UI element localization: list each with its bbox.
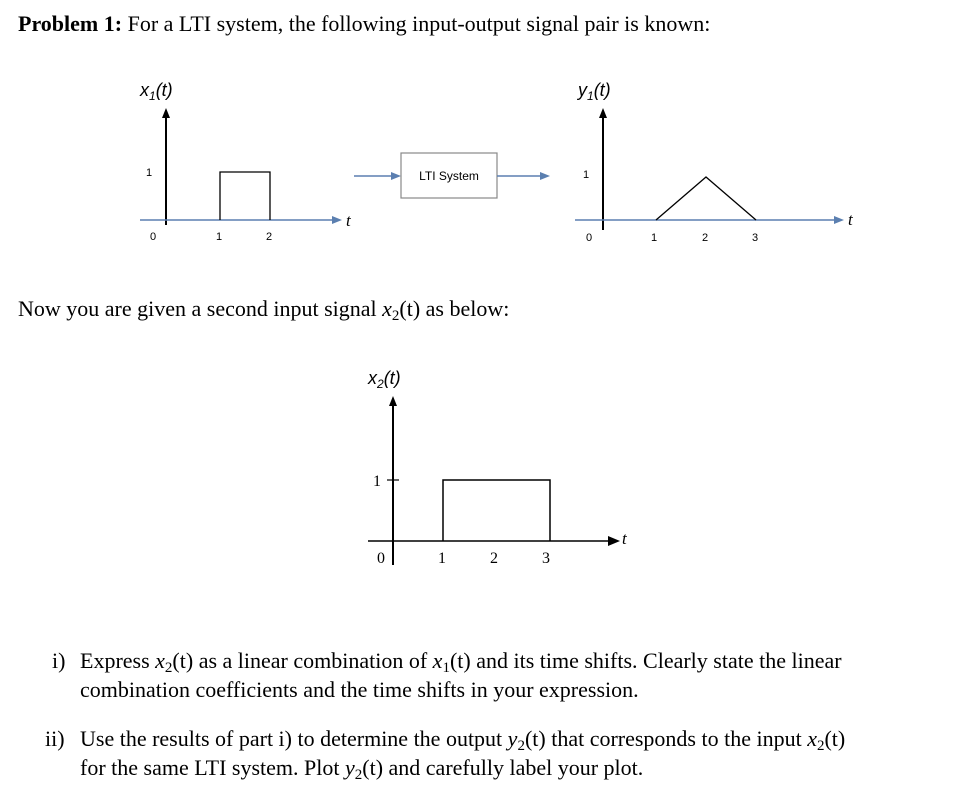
x1-xtick-0: 0 xyxy=(150,231,157,243)
part-i-line-1: Express $x_2(t)$ as a linear combination of $x_1(t)$ and its time shifts. Clearly state the linear xyxy=(80,648,842,676)
x2-xtick-2: 2 xyxy=(490,550,498,567)
x1-y-arrow xyxy=(162,108,170,118)
x1-rect-pulse xyxy=(220,172,270,220)
x2-xtick-1: 1 xyxy=(438,550,446,567)
part-i-number: i) xyxy=(52,648,66,673)
x2-xtick-0: 0 xyxy=(377,550,385,567)
part-ii-line-2: for the same LTI system. Plot $y_2(t)$ and carefully label your plot. xyxy=(80,755,644,783)
output-arrow-head xyxy=(540,172,550,180)
x2-axis-t: t xyxy=(622,529,627,548)
x2-xtick-3: 3 xyxy=(542,550,550,567)
y1-xtick-3: 3 xyxy=(752,232,759,244)
y1-y-arrow xyxy=(599,108,607,118)
lti-system-label: LTI System xyxy=(419,169,479,183)
problem-intro: For a LTI system, the following input-output signal pair is known: xyxy=(127,11,711,36)
x1-plot xyxy=(140,108,342,225)
y1-ytick-1: 1 xyxy=(583,169,590,181)
x1-axis-t: t xyxy=(346,211,351,230)
y1-x-arrow xyxy=(834,216,844,224)
second-signal-intro: Now you are given a second input signal $x_2(t)$ as below: xyxy=(18,296,510,324)
y1-label: $y_1(t)$ xyxy=(578,80,611,103)
y1-axis-t: t xyxy=(848,210,853,229)
y1-xtick-2: 2 xyxy=(702,232,709,244)
x2-rect-pulse xyxy=(443,480,550,541)
x2-ytick-1: 1 xyxy=(373,473,381,490)
y1-plot xyxy=(575,108,844,230)
x1-label: $x_1(t)$ xyxy=(140,80,173,103)
y1-triangle xyxy=(656,177,756,220)
x1-xtick-2: 2 xyxy=(266,231,273,243)
problem-statement xyxy=(18,11,710,37)
x2-label: $x_2(t)$ xyxy=(368,368,401,391)
input-arrow-head xyxy=(391,172,401,180)
figure-2-x2 xyxy=(0,360,975,590)
x1-x-arrow xyxy=(332,216,342,224)
part-ii-number: ii) xyxy=(45,726,65,751)
y1-xtick-1: 1 xyxy=(651,232,658,244)
x1-ytick-1: 1 xyxy=(146,167,153,179)
y1-xtick-0: 0 xyxy=(586,232,593,244)
part-ii-line-1: Use the results of part i) to determine the output $y_2(t)$ that corresponds to the input $x_2(t)$ xyxy=(80,726,846,754)
x2-y-arrow xyxy=(389,396,397,406)
part-i-line-2: combination coefficients and the time shifts in your expression. xyxy=(80,677,639,702)
problem-title: Problem 1: xyxy=(18,11,123,36)
figure-1-input-output xyxy=(0,60,975,330)
x2-x-arrow xyxy=(608,536,620,546)
x1-xtick-1: 1 xyxy=(216,231,223,243)
